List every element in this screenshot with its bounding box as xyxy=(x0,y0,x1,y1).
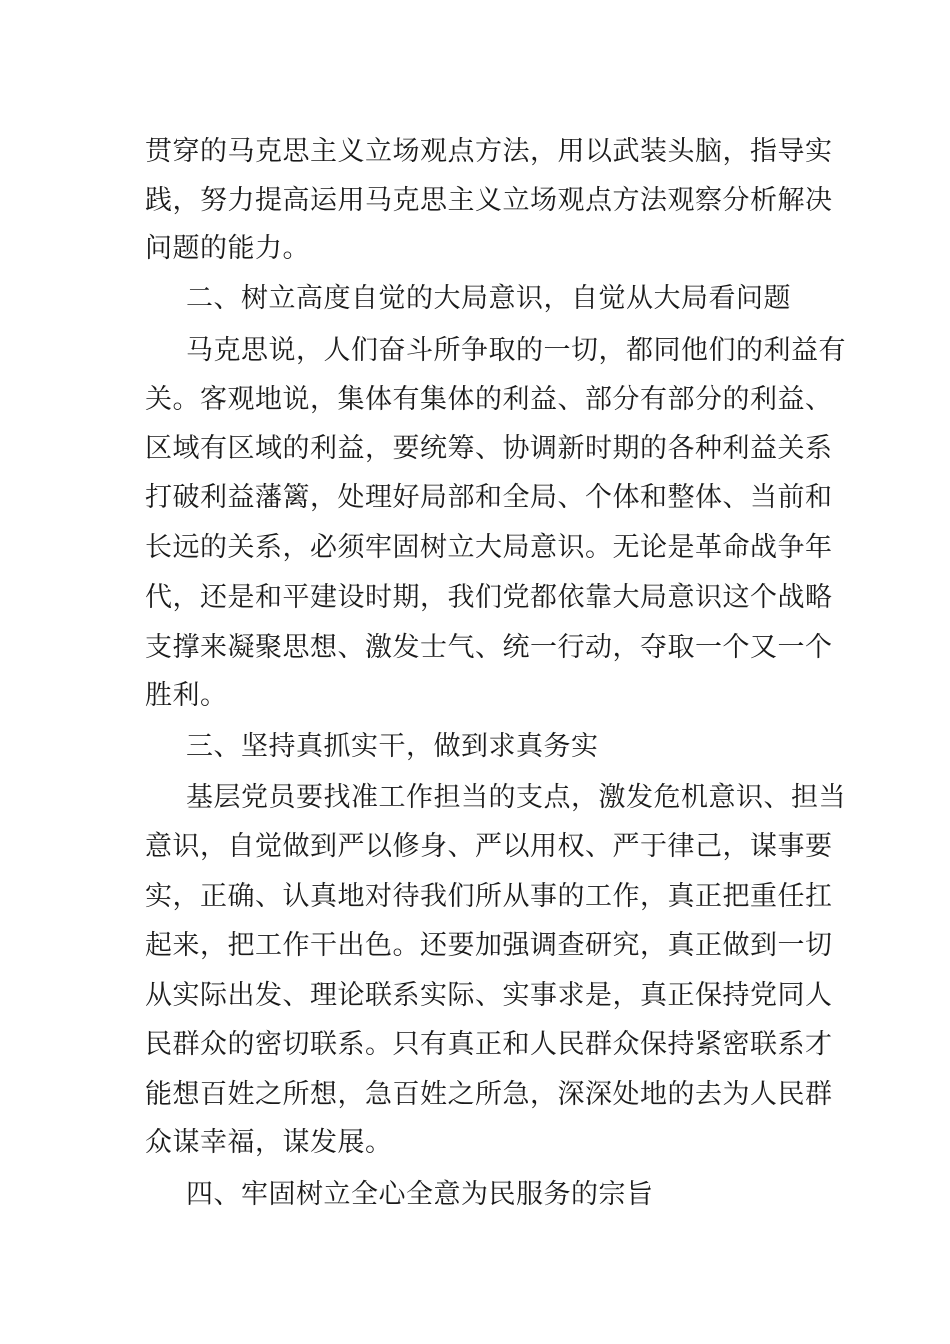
body-text-line: 长远的关系，必须牢固树立大局意识。无论是革命战争年 xyxy=(145,532,833,563)
body-text-line: 践，努力提高运用马克思主义立场观点方法观察分析解决 xyxy=(145,185,833,216)
body-text-line: 支撑来凝聚思想、激发士气、统一行动，夺取一个又一个 xyxy=(145,632,833,663)
paragraph-first-line: 马克思说，人们奋斗所争取的一切，都同他们的利益有 xyxy=(186,335,846,366)
body-text-line: 能想百姓之所想，急百姓之所急，深深处地的去为人民群 xyxy=(145,1079,833,1110)
body-text-line: 从实际出发、理论联系实际、实事求是，真正保持党同人 xyxy=(145,980,833,1011)
body-text-line: 区域有区域的利益，要统筹、协调新时期的各种利益关系 xyxy=(145,433,833,464)
section-heading-2: 二、树立高度自觉的大局意识，自觉从大局看问题 xyxy=(186,283,791,314)
body-text-line: 意识，自觉做到严以修身、严以用权、严于律己，谋事要 xyxy=(145,831,833,862)
body-text-line: 代，还是和平建设时期，我们党都依靠大局意识这个战略 xyxy=(145,582,833,613)
body-text-line: 问题的能力。 xyxy=(145,233,310,264)
body-text-line: 贯穿的马克思主义立场观点方法，用以武装头脑，指导实 xyxy=(145,136,833,167)
section-heading-4: 四、牢固树立全心全意为民服务的宗旨 xyxy=(186,1179,654,1210)
body-text-line: 打破利益藩篱，处理好局部和全局、个体和整体、当前和 xyxy=(145,482,833,513)
section-heading-3: 三、坚持真抓实干，做到求真务实 xyxy=(186,731,599,762)
body-text-line: 民群众的密切联系。只有真正和人民群众保持紧密联系才 xyxy=(145,1029,833,1060)
body-text-line: 胜利。 xyxy=(145,680,228,711)
body-text-line: 众谋幸福，谋发展。 xyxy=(145,1127,393,1158)
body-text-line: 关。客观地说，集体有集体的利益、部分有部分的利益、 xyxy=(145,384,833,415)
paragraph-first-line: 基层党员要找准工作担当的支点，激发危机意识、担当 xyxy=(186,782,846,813)
body-text-line: 实，正确、认真地对待我们所从事的工作，真正把重任扛 xyxy=(145,881,833,912)
body-text-line: 起来，把工作干出色。还要加强调查研究，真正做到一切 xyxy=(145,930,833,961)
